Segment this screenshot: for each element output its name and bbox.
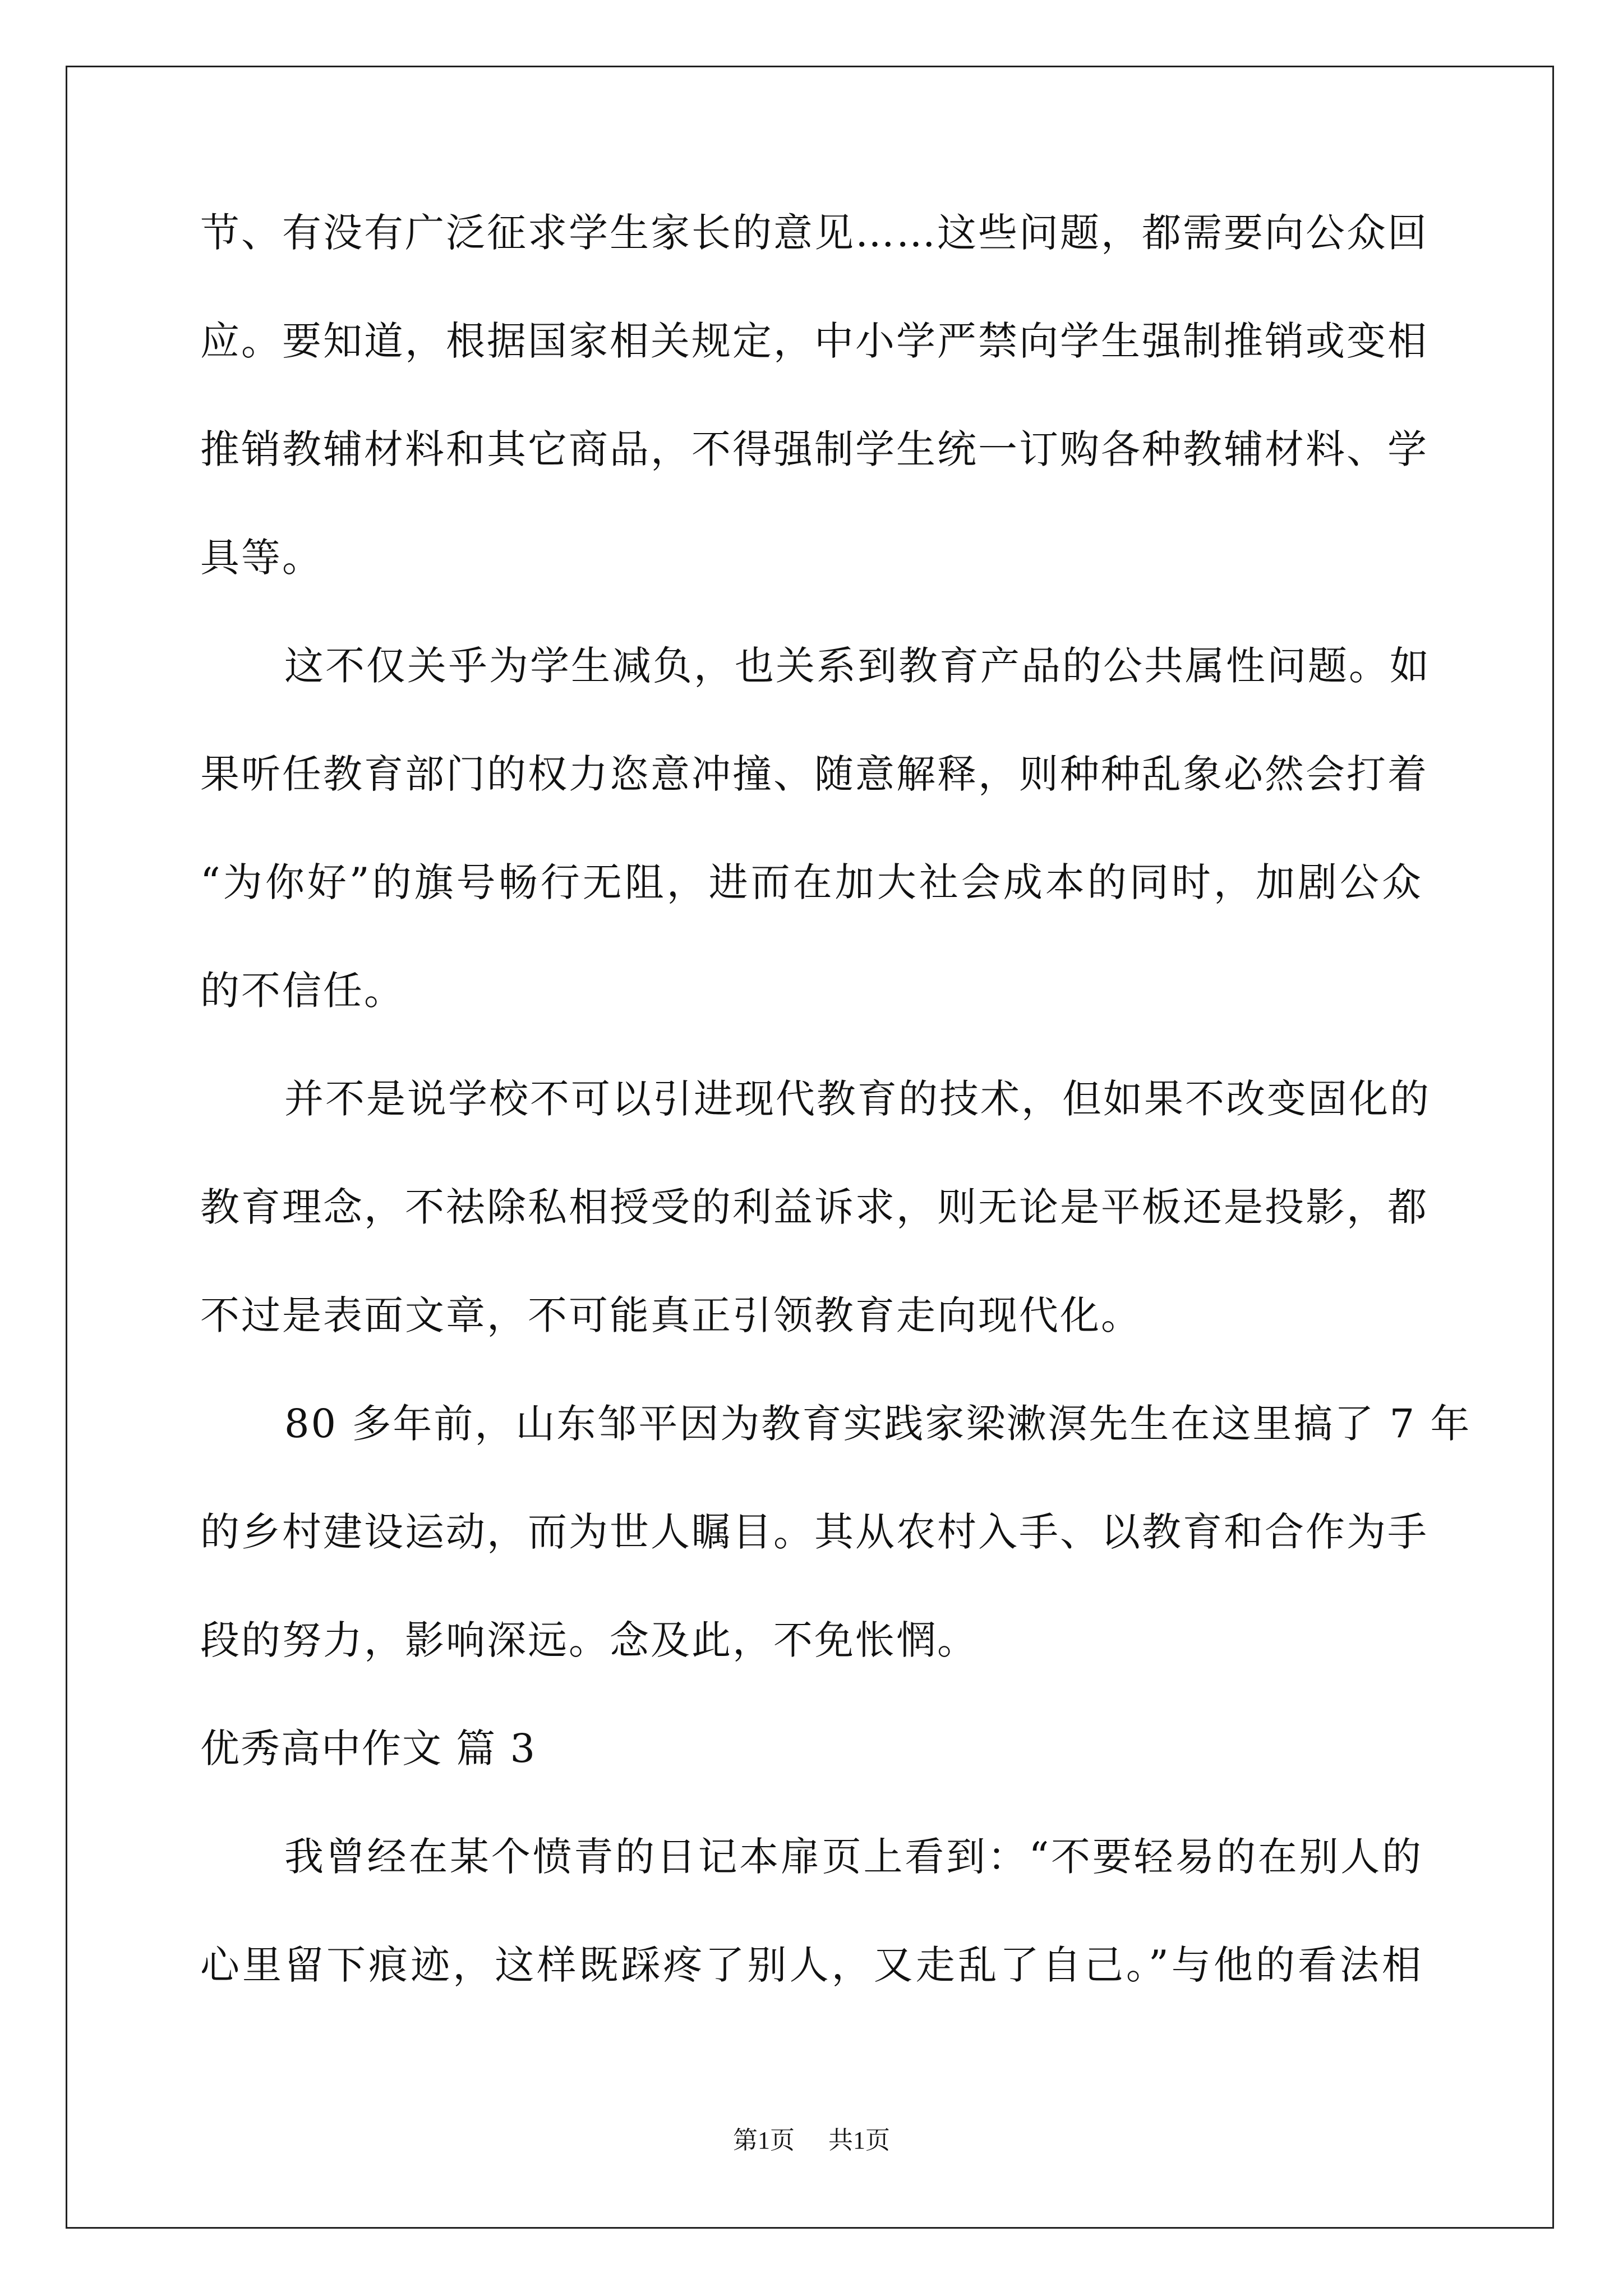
- text-line: 段的努力，影响深远。念及此，不免怅惘。: [200, 1617, 978, 1663]
- paragraph-first-line: 这不仅关乎为学生减负，也关系到教育产品的公共属性问题。如: [284, 643, 1431, 689]
- text-line: 果听任教育部门的权力恣意冲撞、随意解释，则种种乱象必然会打着: [200, 751, 1428, 797]
- text-line: 具等。: [200, 535, 323, 581]
- section-heading: 优秀高中作文 篇 3: [200, 1726, 537, 1772]
- text-line: 节、有没有广泛征求学生家长的意见……这些问题，都需要向公众回: [200, 210, 1428, 256]
- paragraph-first-line: 并不是说学校不可以引进现代教育的技术，但如果不改变固化的: [284, 1076, 1431, 1122]
- paragraph-first-line: 80 多年前，山东邹平因为教育实践家梁漱溟先生在这里搞了 7 年: [284, 1401, 1472, 1447]
- text-line: 的乡村建设运动，而为世人瞩目。其从农村入手、以教育和合作为手: [200, 1509, 1428, 1555]
- page-footer: [0, 2120, 1623, 2156]
- text-line: 教育理念，不祛除私相授受的利益诉求，则无论是平板还是投影，都: [200, 1184, 1428, 1230]
- text-line: 心里留下痕迹，这样既踩疼了别人，又走乱了自己。”与他的看法相: [200, 1942, 1423, 1988]
- paragraph-first-line: 我曾经在某个愤青的日记本扉页上看到：“不要轻易的在别人的: [284, 1834, 1423, 1880]
- page-number: 第1页: [733, 2127, 795, 2154]
- text-line: 应。要知道，根据国家相关规定，中小学严禁向学生强制推销或变相: [200, 318, 1428, 364]
- page-total: 共1页: [828, 2127, 890, 2154]
- text-line: 不过是表面文章，不可能真正引领教育走向现代化。: [200, 1292, 1142, 1338]
- text-line: 推销教辅材料和其它商品，不得强制学生统一订购各种教辅材料、学: [200, 426, 1428, 472]
- text-line: 的不信任。: [200, 968, 405, 1014]
- document-body: [200, 210, 1472, 1988]
- text-line: “为你好”的旗号畅行无阻，进而在加大社会成本的同时，加剧公众: [200, 859, 1423, 905]
